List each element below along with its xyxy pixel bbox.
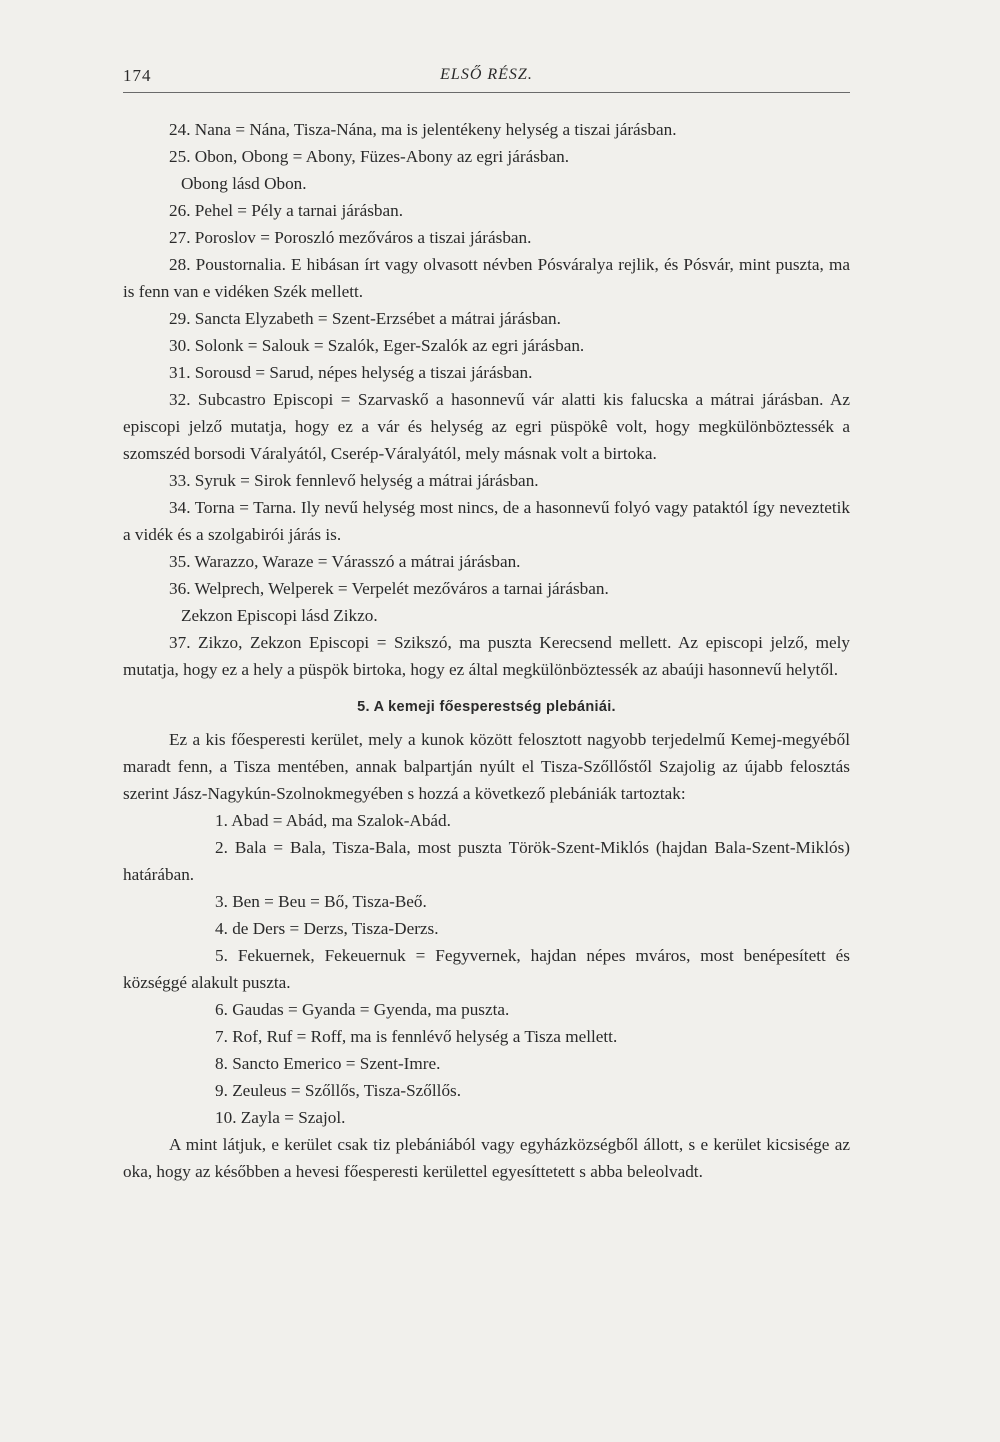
list-entry: 6. Gaudas = Gyanda = Gyenda, ma puszta. bbox=[215, 1000, 510, 1019]
page-number: 174 bbox=[123, 66, 152, 85]
page-body bbox=[123, 116, 850, 1185]
entry-paragraph: 33. Syruk = Sirok fennlevő helység a mátrai járásban. bbox=[169, 471, 539, 490]
entry-paragraph: 37. Zikzo, Zekzon Episcopi = Szikszó, ma puszta Kerecsend mellett. Az episcopi jelző, mely mutatja, hogy ez a hely a püspök birtoka, hogy ez által megkülönböztessék az abaúji hasonnevű helytől. bbox=[123, 633, 850, 679]
intro-paragraph: Ez a kis főesperesti kerület, mely a kunok között felosztott nagyobb terjedelmű Kemej-megyéből maradt fenn, a Tisza mentében, annak balpartján nyúlt el Tisza-Szőllőstől Szajolig az újabb felosztás szerint Jász-Nagykún-Szolnokmegyében s hozzá a következő plebániák tartoztak: bbox=[123, 730, 850, 803]
section-heading: 5. A kemeji főesperestség plebániái. bbox=[357, 699, 616, 715]
header-rule bbox=[123, 92, 850, 93]
entry-paragraph: 28. Poustornalia. E hibásan írt vagy olvasott névben Pósváralya rejlik, és Pósvár, mint puszta, ma is fenn van e vidéken Szék mellett. bbox=[123, 255, 850, 301]
cross-reference: Obong lásd Obon. bbox=[181, 174, 307, 193]
entry-paragraph: 31. Sorousd = Sarud, népes helység a tiszai járásban. bbox=[169, 363, 533, 382]
page-header bbox=[123, 62, 850, 94]
entry-paragraph: 26. Pehel = Pély a tarnai járásban. bbox=[169, 201, 404, 220]
entry-paragraph: 35. Warazzo, Waraze = Várasszó a mátrai járásban. bbox=[169, 552, 521, 571]
list-entry: 9. Zeuleus = Szőllős, Tisza-Szőllős. bbox=[215, 1081, 462, 1100]
list-entry: 8. Sancto Emerico = Szent-Imre. bbox=[215, 1054, 441, 1073]
entry-paragraph: 29. Sancta Elyzabeth = Szent-Erzsébet a mátrai járásban. bbox=[169, 309, 561, 328]
entry-paragraph: 36. Welprech, Welperek = Verpelét mezőváros a tarnai járásban. bbox=[169, 579, 609, 598]
list-entry: 7. Rof, Ruf = Roff, ma is fennlévő helység a Tisza mellett. bbox=[215, 1027, 618, 1046]
closing-paragraph: A mint látjuk, e kerület csak tiz plebániából vagy egyházközségből állott, s e kerület kicsisége az oka, hogy az későbben a hevesi főesperesti kerülettel egyesíttetett s abba beleolvadt. bbox=[123, 1135, 850, 1181]
list-entry: 10. Zayla = Szajol. bbox=[215, 1108, 346, 1127]
list-entry: 3. Ben = Beu = Bő, Tisza-Beő. bbox=[215, 892, 427, 911]
entry-paragraph: 27. Poroslov = Poroszló mezőváros a tiszai járásban. bbox=[169, 228, 532, 247]
entry-paragraph: 32. Subcastro Episcopi = Szarvaskő a hasonnevű vár alatti kis falucska a mátrai járásban. Az episcopi jelző mutatja, hogy ez a vár és helység az egri püspökê volt, hogy megkülönböztessék a szomszéd borsodi Váralyától, Cserép-Váralyától, mely másnak volt a birtoka. bbox=[123, 390, 850, 463]
list-entry: 2. Bala = Bala, Tisza-Bala, most puszta Török-Szent-Miklós (hajdan Bala-Szent-Miklós) határában. bbox=[123, 838, 850, 884]
running-head: ELSŐ RÉSZ. bbox=[440, 66, 533, 83]
entry-paragraph: 24. Nana = Nána, Tisza-Nána, ma is jelentékeny helység a tiszai járásban. bbox=[169, 120, 677, 139]
entry-paragraph: 30. Solonk = Salouk = Szalók, Eger-Szalók az egri járásban. bbox=[169, 336, 585, 355]
list-entry: 5. Fekuernek, Fekeuernuk = Fegyvernek, hajdan népes mváros, most benépesített és községgé alakult puszta. bbox=[123, 946, 850, 992]
entry-paragraph: 25. Obon, Obong = Abony, Füzes-Abony az egri járásban. bbox=[169, 147, 569, 166]
cross-reference: Zekzon Episcopi lásd Zikzo. bbox=[181, 606, 378, 625]
entry-paragraph: 34. Torna = Tarna. Ily nevű helység most nincs, de a hasonnevű folyó vagy pataktól így neveztetik a vidék és a szolgabirói járás is. bbox=[123, 498, 850, 544]
list-entry: 4. de Ders = Derzs, Tisza-Derzs. bbox=[215, 919, 439, 938]
list-entry: 1. Abad = Abád, ma Szalok-Abád. bbox=[215, 811, 451, 830]
